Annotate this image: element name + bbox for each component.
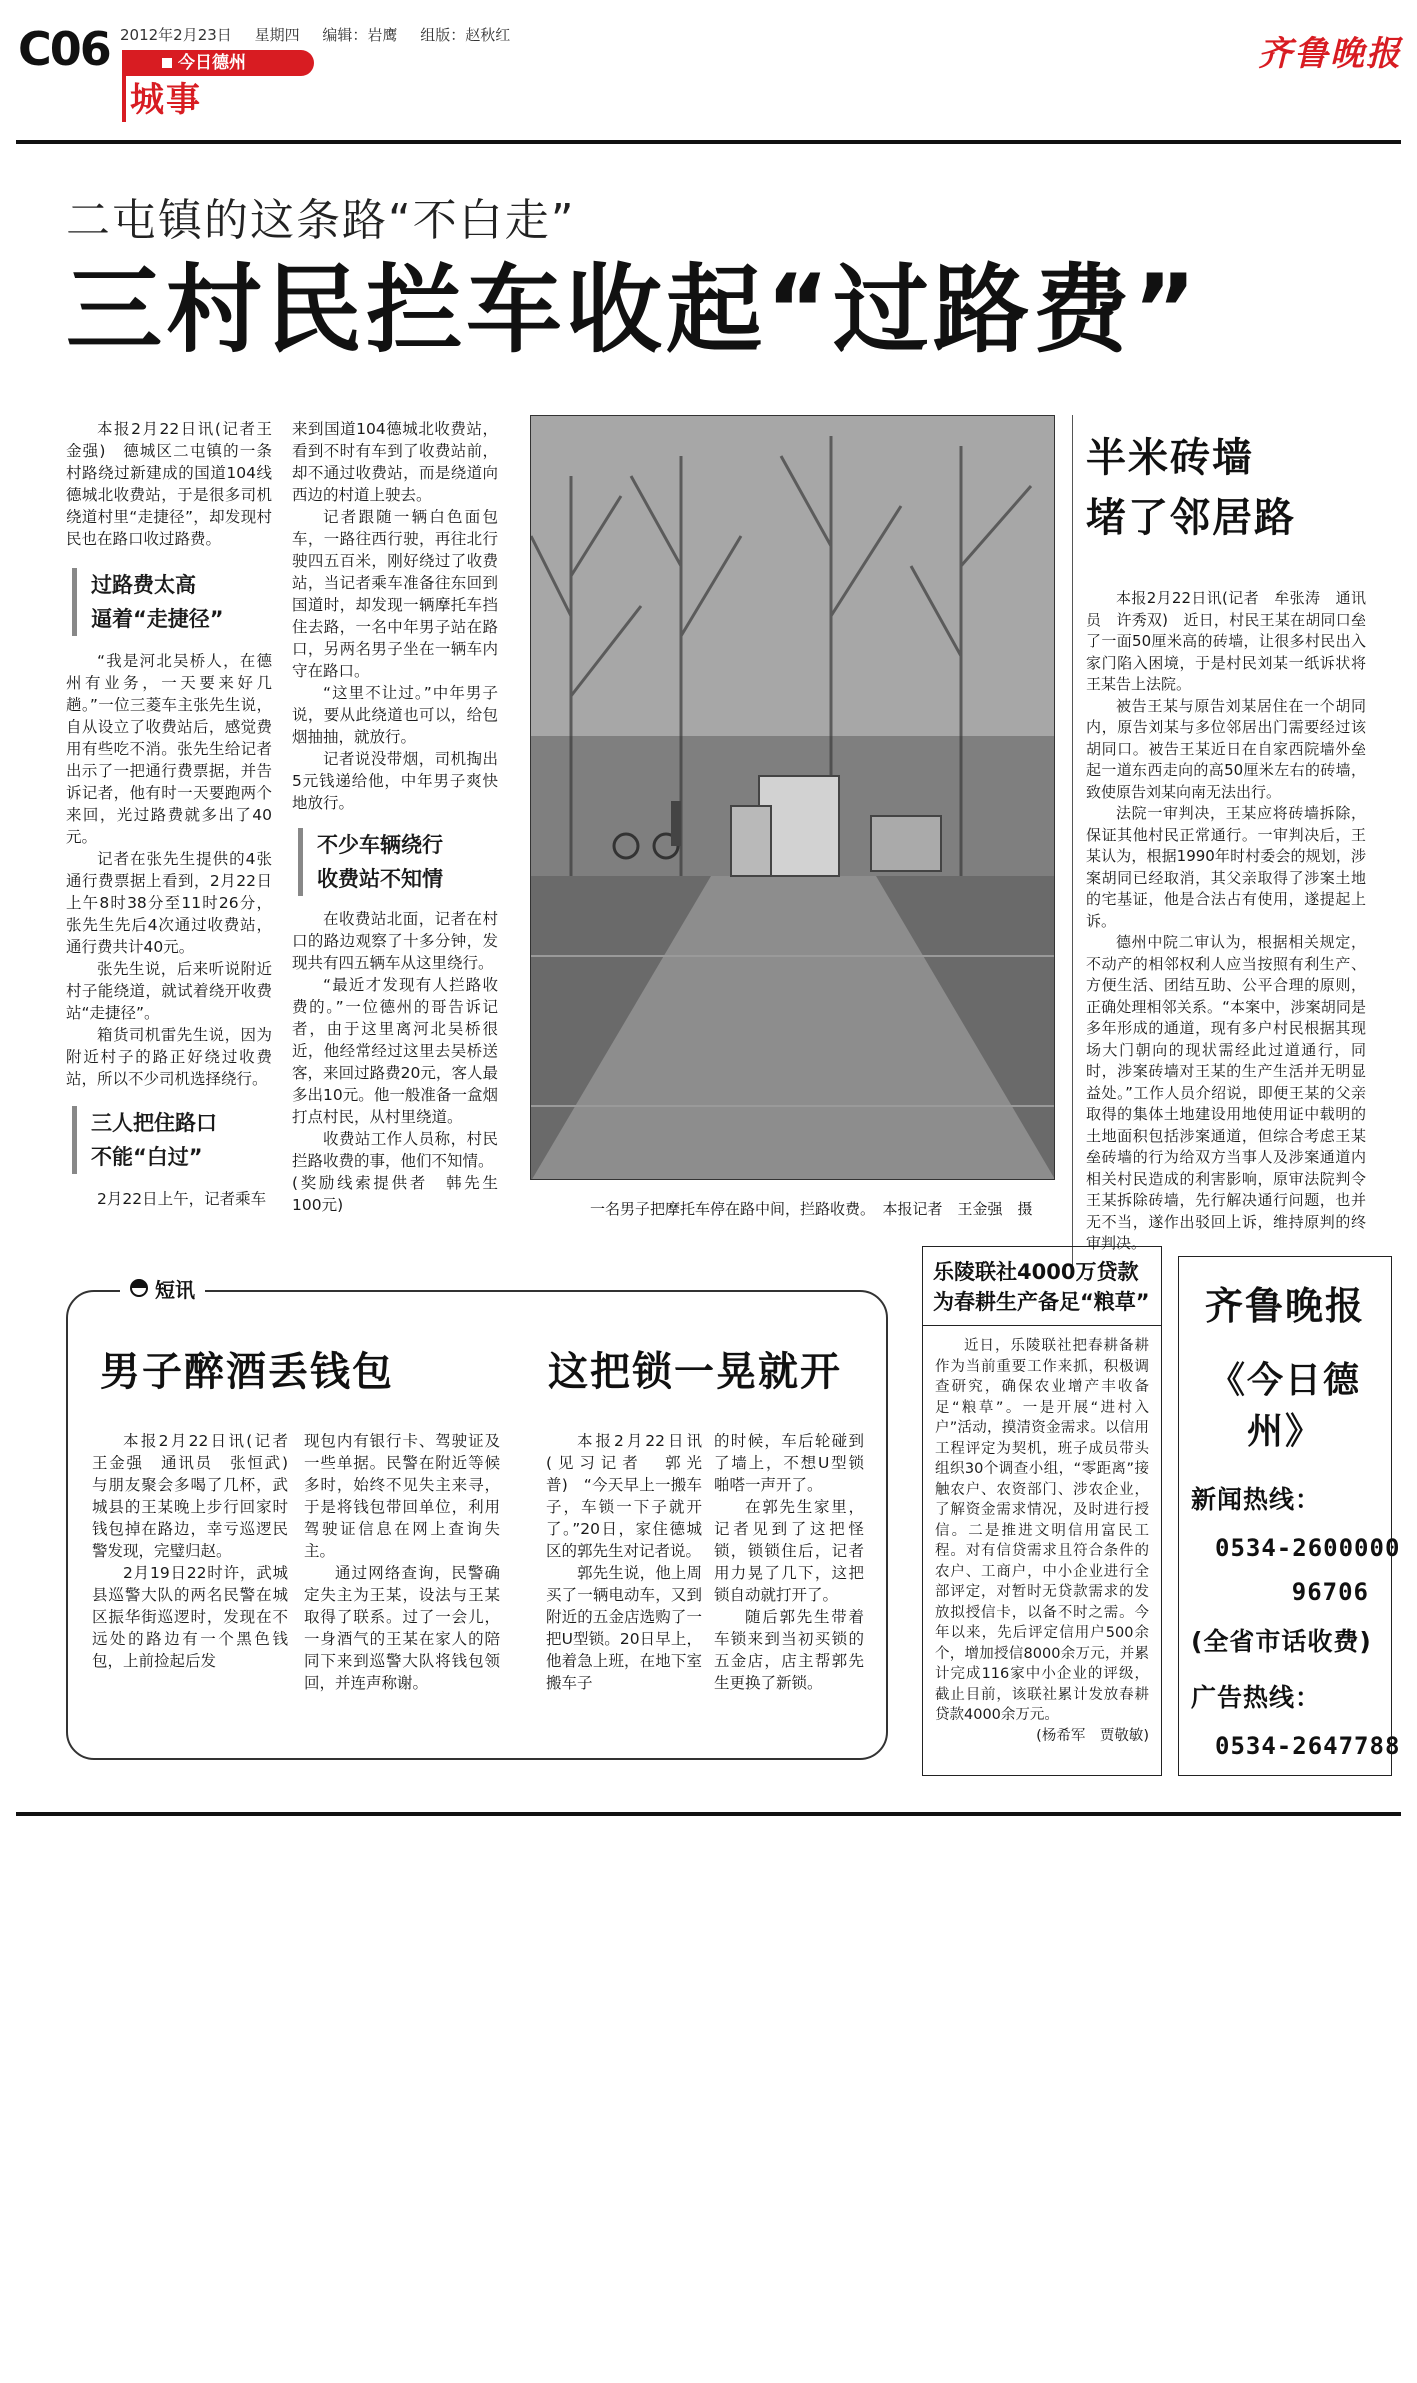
road-scene-image — [531, 416, 1055, 1180]
square-bullet-icon — [162, 58, 172, 68]
ad-hotline-label: 广告热线： — [1191, 1683, 1322, 1712]
paragraph: 郭先生说，他上周买了一辆电动车，又到附近的五金店选购了一把U型锁。20日早上，他着急上班，在地下室搬车子 — [546, 1564, 702, 1692]
paragraph: 记者说没带烟，司机掏出5元钱递给他，中年男子爽快地放行。 — [292, 750, 498, 812]
news-hotline-note: (全省市话收费) — [1191, 1627, 1372, 1656]
top-rule — [16, 140, 1401, 144]
side-story-body — [1086, 588, 1366, 1255]
side-title — [1086, 428, 1376, 548]
story-photo — [530, 415, 1055, 1180]
section-bar — [122, 76, 126, 122]
masthead-logo: 齐鲁晚报 — [1258, 34, 1402, 74]
paragraph: 2月22日上午，记者乘车 — [97, 1190, 267, 1208]
paragraph: “最近才发现有人拦路收费的。”一位德州的哥告诉记者，由于这里离河北吴桥很近，他经常经过这里去吴桥送客，来回过路费20元，客人最多出10元。他一般准备一盒烟打点村民，从村里绕道。 — [292, 976, 498, 1126]
loan-news-byline: (杨希军 贾敬敏) — [1036, 1727, 1149, 1744]
dateline — [120, 24, 528, 45]
short-story-2-column-2 — [714, 1430, 864, 1694]
paragraph: 通过网络查询，民警确定失主为王某，设法与王某取得了联系。过了一会儿，一身酒气的王某在家人的陪同下来到巡警大队将钱包领回，并连声称谢。 — [304, 1564, 500, 1692]
loan-news-title-line1: 乐陵联社4000万贷款 — [933, 1260, 1139, 1284]
paragraph: 来到国道104德城北收费站，看到不时有车到了收费站前，却不通过收费站，而是绕道向西边的村道上驶去。 — [292, 420, 498, 504]
paragraph: “这里不让过。”中年男子说，要从此绕道也可以，给包烟抽抽，就放行。 — [292, 684, 498, 746]
section-tab — [122, 50, 314, 76]
subhead-2-line2: 不能“白过” — [91, 1145, 203, 1169]
paragraph: 箱货司机雷先生说，因为附近村子的路正好绕过收费站，所以不少司机选择绕行。 — [66, 1026, 272, 1088]
reward-note: (奖励线索提供者 韩先生100元) — [292, 1174, 498, 1214]
short-news-label-text: 短讯 — [154, 1278, 195, 1302]
subhead-3 — [298, 828, 498, 896]
section-name: 城事 — [130, 80, 202, 120]
story-headline: 三村民拦车收起“过路费” — [66, 254, 1201, 366]
issue-weekday: 星期四 — [254, 26, 300, 44]
short-news-label — [120, 1274, 205, 1303]
subhead-3-line1: 不少车辆绕行 — [317, 833, 443, 857]
side-story — [1086, 428, 1376, 1255]
short-story-1-column-1 — [92, 1430, 304, 1672]
subhead-3-line2: 收费站不知情 — [317, 867, 443, 891]
paragraph: 张先生说，后来听说附近村子能绕道，就试着绕开收费站“走捷径”。 — [66, 960, 272, 1022]
paragraph: 被告王某与原告刘某居住在一个胡同内，原告刘某与多位邻居出门需要经过该胡同口。被告王某近日在自家西院墙外垒起一道东西走向的高50厘米左右的砖墙，致使原告刘某向南无法出行。 — [1086, 696, 1366, 801]
loan-news-title — [923, 1257, 1161, 1326]
paragraph: 本报2月22日讯(记者 王金强 通讯员 张恒武) 与朋友聚会多喝了几杯，武城县的王某晚上步行回家时钱包掉在路边，幸亏巡逻民警发现，完璧归赵。 — [92, 1432, 304, 1560]
half-circle-icon — [130, 1279, 148, 1297]
loan-news-title-line2: 为春耕生产备足“粮草” — [933, 1290, 1150, 1314]
news-hotline-phone: 0534-2600000 — [1215, 1534, 1401, 1562]
paragraph: 记者在张先生提供的4张通行费票据上看到，2月22日上午8时38分至11时26分，张先生先后4次通过收费站，通行费共计40元。 — [66, 850, 272, 956]
loan-news-box — [922, 1246, 1162, 1776]
hotline-title-line1: 齐鲁晚报 — [1204, 1284, 1365, 1328]
side-title-line1: 半米砖墙 — [1086, 435, 1254, 481]
loan-news-body: 近日，乐陵联社把春耕备耕作为当前重要工作来抓，积极调查研究，确保农业增产丰收备足“粮草”。一是开展“进村入户”活动，摸清资金需求。以信用工程评定为契机，班子成员带头组织30个调查小组，“零距离”接触农户、农资部门、涉农企业，了解资金需求情况，及时进行授信。二是推进文明信用富民工程。对有信贷需求且符合条件的农户、工商户，中小企业进行全部评定，对暂时无贷款需求的发放拟授信卡，以备不时之需。今年以来，先后评定信用户500余个，增加授信8000余万元，并累计完成116家中小企业的评级，截止目前，该联社累计发放春耕贷款4000余万元。 — [935, 1338, 1149, 1723]
paragraph: 本报2月22日讯(记者 牟张涛 通讯员 许秀双) 近日，村民王某在胡同口垒了一面50厘米高的砖墙，让很多村民出入家门陷入困境，于是村民刘某一纸诉状将王某告上法院。 — [1086, 589, 1366, 693]
page-number: C06 — [18, 22, 110, 76]
paragraph: 德州中院二审认为，根据相关规定，不动产的相邻权利人应当按照有利生产、方便生活、团结互助、公平合理的原则，正确处理相邻关系。“本案中，涉案胡同是多年形成的通道，现有多户村民根据其现场大门朝向的现状需经此过道通行，同时，涉案砖墙对王某的生产生活并无明显益处。”工作人员介绍说，即便王某的父亲取得的集体土地建设用地使用证中载明的土地面积包括涉案通道，但综合考虑王某垒砖墙的行为给双方当事人及涉案通道内相关村民造成的利害影响，原审法院判令王某拆除砖墙，先行解决通行问题，也并无不当，遂作出驳回上诉，维持原判的终审判决。 — [1086, 933, 1366, 1252]
layout-credit: 组版：赵秋红 — [420, 26, 511, 44]
issue-date: 2012年2月23日 — [120, 26, 232, 44]
hotline-title-line2: 《今日德州》 — [1208, 1360, 1361, 1452]
short-story-2-column-1 — [546, 1430, 702, 1694]
editor-credit: 编辑：岩鹰 — [322, 26, 398, 44]
short-story-1-column-2 — [304, 1430, 500, 1694]
lead-paragraph: 本报2月22日讯(记者王金强) 德城区二屯镇的一条村路绕过新建成的国道104线德城北收费站，于是很多司机绕道村里“走捷径”，却发现村民也在路口收过路费。 — [66, 420, 272, 548]
paragraph: “我是河北吴桥人，在德州有业务，一天要来好几趟。”一位三菱车主张先生说，自从设立了收费站后，感觉费用有些吃不消。张先生给记者出示了一把通行费票据，并告诉记者，他有时一天要跑两个来回，光过路费就多出了40元。 — [66, 652, 272, 846]
paragraph: 法院一审判决，王某应将砖墙拆除，保证其他村民正常通行。一审判决后，王某认为，根据1990年时村委会的规划，涉案胡同已经取消，其父亲取得了涉案土地的宅基证，他是合法占有使用，遂提起上诉。 — [1086, 804, 1366, 930]
paragraph: 收费站工作人员称，村民拦路收费的事，他们不知情。 — [292, 1130, 498, 1170]
story-kicker: 二屯镇的这条路“不白走” — [66, 195, 576, 246]
subhead-1-line2: 逼着“走捷径” — [91, 607, 224, 631]
paragraph: 随后郭先生带着车锁来到当初买锁的五金店，店主帮郭先生更换了新锁。 — [714, 1608, 864, 1692]
news-hotline-short: 96706 — [1291, 1578, 1369, 1606]
paragraph: 在郭先生家里，记者见到了这把怪锁，锁锁住后，记者用力晃了几下，这把锁自动就打开了。 — [714, 1498, 864, 1604]
news-hotline-label: 新闻热线： — [1191, 1485, 1322, 1514]
subhead-1 — [72, 568, 272, 636]
paragraph: 在收费站北面，记者在村口的路边观察了十多分钟，发现共有四五辆车从这里绕行。 — [292, 910, 498, 972]
short-story-2-title: 这把锁一晃就开 — [548, 1349, 842, 1395]
paragraph: 2月19日22时许，武城县巡警大队的两名民警在城区振华街巡逻时，发现在不远处的路边有一个黑色钱包，上前捡起后发 — [92, 1564, 288, 1670]
subhead-1-line1: 过路费太高 — [91, 573, 196, 597]
bottom-rule — [16, 1812, 1401, 1816]
paragraph: 现包内有银行卡、驾驶证及一些单据。民警在附近等候多时，始终不见失主来寻，于是将钱包带回单位，利用驾驶证信息在网上查询失主。 — [304, 1432, 500, 1560]
section-tab-label: 今日德州 — [178, 53, 246, 73]
column-divider — [1072, 415, 1073, 1275]
short-story-1-title: 男子醉酒丢钱包 — [100, 1349, 394, 1395]
subhead-2-line1: 三人把住路口 — [91, 1111, 217, 1135]
side-title-line2: 堵了邻居路 — [1086, 495, 1296, 541]
loan-news-body-wrap — [935, 1336, 1149, 1746]
story-column-2 — [292, 418, 498, 1216]
hotline-box — [1178, 1256, 1401, 1776]
paragraph: 本报2月22日讯(见习记者 郭光普) “今天早上一搬车子，车锁一下子就开了。”20日，家住德城区的郭先生对记者说。 — [546, 1432, 702, 1560]
photo-caption: 一名男子把摩托车停在路中间，拦路收费。 本报记者 王金强 摄 — [590, 1200, 1033, 1218]
story-column-1 — [66, 418, 272, 1210]
ad-hotline-phone: 0534-2647788 — [1215, 1732, 1401, 1760]
paragraph: 的时候，车后轮碰到了墙上，不想U型锁啪嗒一声开了。 — [714, 1432, 864, 1494]
paragraph: 记者跟随一辆白色面包车，一路往西行驶，再往北行驶四五百米，刚好绕过了收费站，当记者乘车准备往东回到国道时，却发现一辆摩托车挡住去路，一名中年男子站在路口，另两名男子坐在一辆车内守在路口。 — [292, 508, 498, 680]
subhead-2 — [72, 1106, 272, 1174]
